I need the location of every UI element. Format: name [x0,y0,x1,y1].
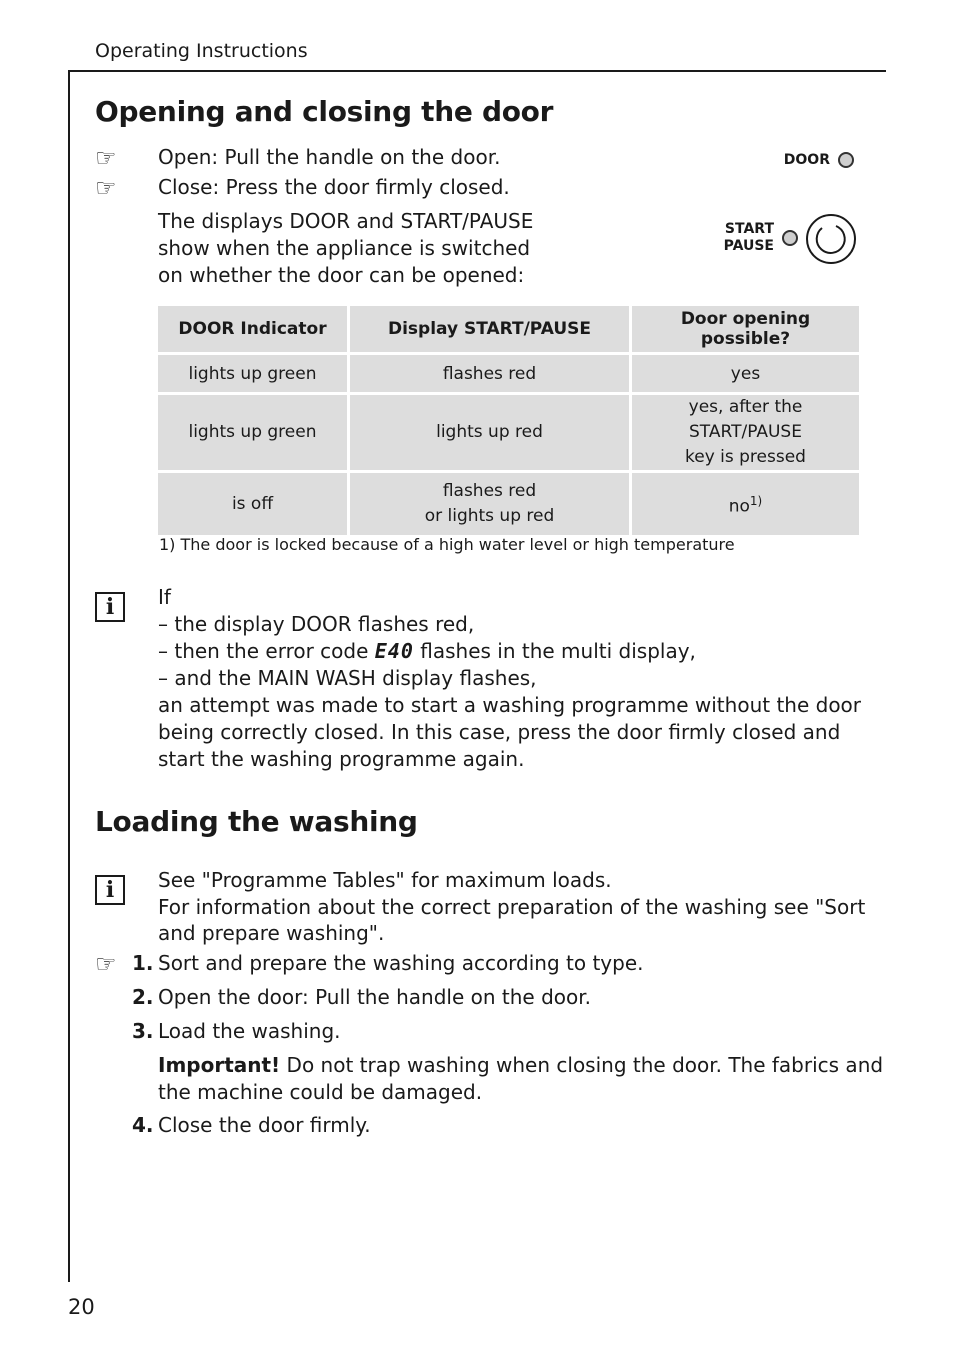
section-heading-loading: Loading the washing [95,805,418,838]
start-pause-indicator-icon [782,230,798,246]
info-line [158,638,696,665]
cell-line: key is pressed [685,447,806,467]
info-line: For information about the correct preparation of the washing see "Sort [158,895,866,919]
table-header-possible: Door opening possible? [632,306,859,352]
step-text: Close the door firmly. [158,1113,371,1137]
step-text: Load the washing. [158,1019,341,1043]
pointing-hand-icon: ☞ [95,144,117,172]
table-cell [632,473,859,535]
door-indicator-icon [838,152,854,168]
table-cell: yes [632,355,859,392]
info-line: and prepare washing". [158,921,385,945]
table-row [158,473,859,535]
table-cell: is off [158,473,347,535]
info-icon: i [95,875,125,905]
info-line-part: flashes in the multi display, [413,639,696,663]
header-rule [68,70,886,72]
running-header: Operating Instructions [95,40,308,62]
step-text: Sort and prepare the washing according to type. [158,951,644,975]
table-header-display: Display START/PAUSE [350,306,629,352]
step-text: Open the door: Pull the handle on the door. [158,985,592,1009]
table-row [158,395,859,470]
door-panel-label: DOOR [783,152,830,168]
door-status-table [155,303,862,538]
info-line: – and the MAIN WASH display flashes, [158,666,537,690]
table-cell [350,473,629,535]
table-header-indicator: DOOR Indicator [158,306,347,352]
info-para-line: being correctly closed. In this case, press the door firmly closed and [158,720,841,744]
cell-text: no [728,496,750,517]
info-line: – the display DOOR flashes red, [158,612,475,636]
footnote-marker: 1) [749,493,763,508]
table-row [158,355,859,392]
important-label: Important! [158,1053,281,1077]
pause-panel-label: PAUSE [723,238,774,254]
table-cell: flashes red [350,355,629,392]
important-text: Do not trap washing when closing the door. The fabrics and [280,1053,884,1077]
step-number: 4. [132,1113,154,1137]
margin-rule [68,70,70,1282]
start-pause-button-icon [806,214,856,264]
table-cell [632,395,859,470]
info-para-line: start the washing programme again. [158,747,525,771]
info-icon: i [95,592,125,622]
pointing-hand-icon: ☞ [95,174,117,202]
description-line: The displays DOOR and START/PAUSE [158,209,534,233]
page-number: 20 [68,1295,95,1319]
step-number: 2. [132,985,154,1009]
table-footnote: 1) The door is locked because of a high water level or high temperature [159,535,735,554]
info-line: See "Programme Tables" for maximum loads. [158,868,612,892]
step-number: 1. [132,951,154,975]
start-panel-label: START [724,221,774,237]
info-if: If [158,585,171,609]
pointing-hand-icon: ☞ [95,950,117,978]
step-close: Close: Press the door firmly closed. [158,175,510,199]
info-line-part: – then the error code [158,639,375,663]
table-cell: lights up green [158,395,347,470]
description-line: on whether the door can be opened: [158,263,525,287]
important-note-line: the machine could be damaged. [158,1080,483,1104]
cell-line: flashes red [442,481,537,501]
table-cell: lights up red [350,395,629,470]
step-number: 3. [132,1019,154,1043]
cell-line: or lights up red [424,506,555,526]
important-note [158,1052,883,1079]
error-code: E40 [374,639,414,663]
cell-line: yes, after the START/PAUSE [688,397,803,442]
table-cell: lights up green [158,355,347,392]
step-open: Open: Pull the handle on the door. [158,145,501,169]
info-para-line: an attempt was made to start a washing programme without the door [158,693,862,717]
section-heading-door: Opening and closing the door [95,95,554,128]
description-line: show when the appliance is switched [158,236,531,260]
